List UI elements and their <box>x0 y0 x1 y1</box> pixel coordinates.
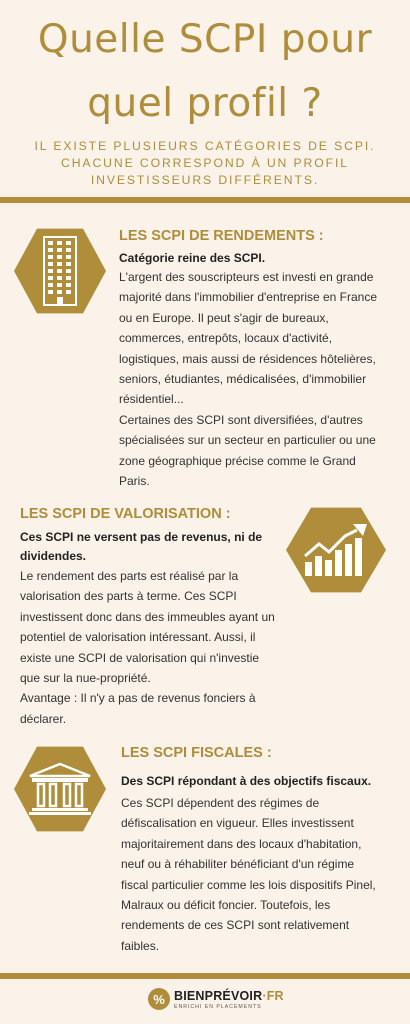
bottom-divider <box>0 973 410 979</box>
page-subtitle <box>0 138 410 189</box>
text-line: déclarer. <box>20 711 67 726</box>
text-line: majoritairement dans des locaux d'habitation, <box>121 836 362 851</box>
text-line: investissent donc dans des immeubles ayant un <box>20 609 275 624</box>
logo-name-main: BIENPRÉVOIR <box>174 988 263 1003</box>
title-line-2: quel profil ? <box>87 81 323 126</box>
page-title <box>0 8 410 136</box>
logo-name <box>174 989 284 1003</box>
text-line: Malraux ou déficit foncier. Toutefois, les <box>121 898 331 913</box>
subtitle-line-3: INVESTISSEURS DIFFÉRENTS. <box>90 173 320 187</box>
text-line: existe une SCPI de valorisation qui n'investie <box>20 650 260 665</box>
lead-line: dividendes. <box>20 549 87 563</box>
bank-building-icon <box>28 762 92 816</box>
text-line: Avantage : Il n'y a pas de revenus fonciers à <box>20 691 256 706</box>
text-line: résidentiel... <box>119 392 184 407</box>
text-line: valorisation des parts à terme. Ces SCPI <box>20 589 237 604</box>
valorisation-title: LES SCPI DE VALORISATION : <box>20 506 231 522</box>
text-line: Ces SCPI dépendent des régimes de <box>121 796 320 810</box>
top-divider <box>0 197 410 203</box>
rendement-title: LES SCPI DE RENDEMENTS : <box>119 228 324 244</box>
text-line: logistiques, mais aussi de résidences hôtelières, <box>119 351 376 366</box>
text-line: rendements de ces SCPI sont relativement <box>121 918 350 933</box>
rendement-body <box>119 267 409 491</box>
percent-logo-icon: % <box>148 988 170 1010</box>
text-line: zone géographique précise comme le Grand <box>119 453 356 468</box>
title-line-1: Quelle SCPI pour <box>37 17 373 62</box>
text-line: faibles. <box>121 938 160 953</box>
logo-text <box>174 989 284 1010</box>
text-line: potentiel de valorisation intéressant. Aussi, il <box>20 630 256 645</box>
text-line: L'argent des souscripteurs est investi en grande <box>119 270 374 284</box>
brand-logo[interactable] <box>148 988 284 1010</box>
text-line: neuf ou à réhabiliter bénéficiant d'un régime <box>121 857 355 872</box>
text-line: que sur la nue-propriété. <box>20 671 151 686</box>
logo-tagline: ENRICHI EN PLACEMENTS <box>174 1003 262 1010</box>
logo-name-ext: ·FR <box>262 988 284 1003</box>
text-line: Paris. <box>119 474 150 489</box>
growth-chart-icon <box>301 522 371 578</box>
text-line: spécialisées sur un secteur en particulier ou une <box>119 433 376 448</box>
valorisation-lead <box>20 528 262 566</box>
text-line: majorité dans l'immobilier d'entreprise en France <box>119 290 378 305</box>
fiscales-lead: Des SCPI répondant à des objectifs fiscaux. <box>121 774 372 788</box>
text-line: seniors, étudiantes, médicalisées, d'immobilier <box>119 372 367 387</box>
valorisation-badge <box>286 504 386 596</box>
text-line: fiscal particulier comme les lois dispositifs Pinel, <box>121 877 376 892</box>
building-icon <box>43 236 77 306</box>
text-line: Le rendement des parts est réalisé par la <box>20 569 239 583</box>
valorisation-body <box>20 566 295 729</box>
fiscales-body <box>121 793 409 956</box>
rendement-lead: Catégorie reine des SCPI. <box>119 251 266 265</box>
fiscales-badge <box>14 743 106 835</box>
text-line: ou en Europe. Il peut s'agir de bureaux, <box>119 310 329 325</box>
lead-line: Ces SCPI ne versent pas de revenus, ni de <box>20 530 263 544</box>
text-line: défiscalisation en vigueur. Elles investissent <box>121 816 354 831</box>
text-line: Certaines des SCPI sont diversifiées, d'autres <box>119 412 363 427</box>
text-line: commerces, entrepôts, locaux d'activité, <box>119 331 333 346</box>
subtitle-line-2: CHACUNE CORRESPOND À UN PROFIL <box>61 156 349 170</box>
rendement-badge <box>14 225 106 317</box>
subtitle-line-1: IL EXISTE PLUSIEURS CATÉGORIES DE SCPI. <box>34 139 376 153</box>
fiscales-title: LES SCPI FISCALES : <box>121 745 272 761</box>
